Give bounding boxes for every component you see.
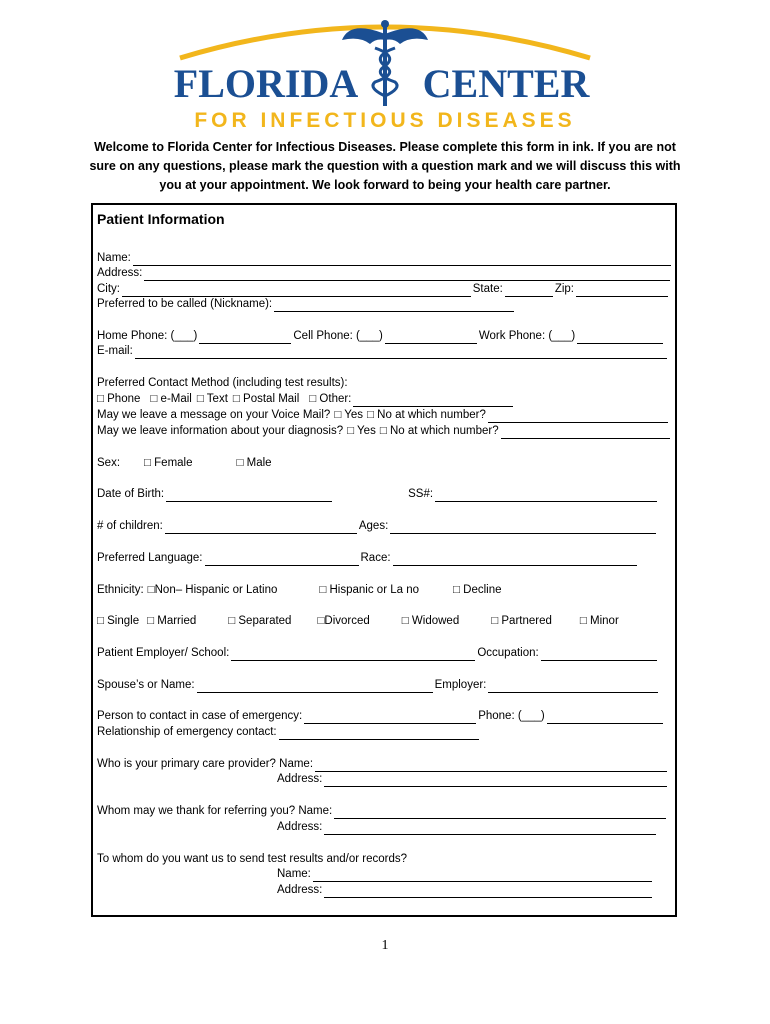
work-phone-label: Work Phone: (___) [478,330,576,342]
other-field[interactable] [353,395,513,407]
name-label: Name: [97,252,131,264]
spouse-field[interactable] [197,681,433,693]
records-label: To whom do you want us to send test results and/or records? [97,853,408,865]
logo-word-center: CENTER [422,61,590,106]
voicemail-no-checkbox[interactable]: □ No at which number? [367,409,486,421]
cell-phone-label: Cell Phone: (___) [293,330,383,342]
address-label: Address: [97,267,143,279]
dob-row [97,486,659,502]
ethnicity-label: Ethnicity: [97,584,144,596]
state-label: State: [472,283,503,295]
text-checkbox[interactable]: □ Text [196,393,228,405]
diagnosis-yes-checkbox[interactable]: □ Yes [347,425,376,437]
sex-label: Sex: [97,457,121,469]
pcp-address-label: Address: [277,773,323,785]
partnered-checkbox[interactable]: □ Partnered [491,615,552,627]
records-name-label: Name: [277,868,311,880]
dob-field[interactable] [166,490,332,502]
referrer-label: Whom may we thank for referring you? Name: [97,805,333,817]
race-field[interactable] [393,554,637,566]
ages-label: Ages: [358,520,389,532]
female-checkbox[interactable]: □ Female [144,457,193,469]
dob-label: Date of Birth: [97,488,165,500]
section-title: Patient Information [97,211,225,227]
records-address-label: Address: [277,884,323,896]
married-checkbox[interactable]: □ Married [147,615,197,627]
diagnosis-no-checkbox[interactable]: □ No at which number? [379,425,499,437]
logo-word-florida: FLORIDA [173,61,359,106]
decline-checkbox[interactable]: □ Decline [453,584,502,596]
phones-row [97,328,665,344]
voicemail-question: May we leave a message on your Voice Mail? [97,409,331,421]
pcp-address-row [277,771,669,787]
voicemail-row [97,407,670,423]
phone-checkbox[interactable]: □ Phone [97,393,141,405]
non-hispanic-checkbox[interactable]: □Non– Hispanic or Latino [147,584,278,596]
pcp-label: Who is your primary care provider? Name: [97,758,314,770]
ss-label: SS#: [408,488,434,500]
postal-mail-checkbox[interactable]: □ Postal Mail [232,393,300,405]
name-row [97,250,673,266]
referrer-address-label: Address: [277,821,323,833]
voicemail-number-field[interactable] [488,411,668,423]
children-field[interactable] [165,522,357,534]
records-address-row [277,882,654,898]
employer-school-row [97,645,659,661]
referrer-name-field[interactable] [334,807,666,819]
referrer-address-field[interactable] [324,823,656,835]
email-row [97,343,669,359]
occupation-label: Occupation: [477,647,539,659]
nickname-label: Preferred to be called (Nickname): [97,298,273,310]
emergency-relationship-label: Relationship of emergency contact: [97,726,277,738]
pcp-address-field[interactable] [324,775,667,787]
address-field[interactable] [144,269,670,281]
logo-subtitle: FOR INFECTIOUS DISEASES [194,109,576,132]
emergency-relationship-field[interactable] [279,728,479,740]
city-label: City: [97,283,120,295]
race-label: Race: [360,552,391,564]
children-row [97,518,658,534]
ethnicity-row [97,582,502,598]
zip-label: Zip: [554,283,574,295]
language-field[interactable] [205,554,359,566]
contact-method-label: Preferred Contact Method (including test results): [97,377,348,389]
email-field[interactable] [135,347,667,359]
zip-field[interactable] [576,285,668,297]
divorced-checkbox[interactable]: □Divorced [317,615,370,627]
diagnosis-question: May we leave information about your diagnosis? [97,425,344,437]
occupation-field[interactable] [541,649,657,661]
diagnosis-number-field[interactable] [501,427,670,439]
nickname-row [97,296,516,312]
address-row [97,265,672,281]
employer-field[interactable] [488,681,658,693]
records-name-field[interactable] [313,870,652,882]
contact-options-row [97,391,515,407]
records-address-field[interactable] [324,886,652,898]
contact-method-row [97,375,348,391]
intro-paragraph: Welcome to Florida Center for Infectious Diseases. Please complete this form in ink. If you are not sure on any questions, please mark the question with a question mark and we will discuss this with you at your appointment. We look forward to being your health care partner. [89,140,681,192]
city-row [97,281,670,297]
page-number: 1 [381,938,389,953]
referrer-row [97,803,668,819]
florida-center-logo [170,14,600,136]
nickname-field[interactable] [274,300,514,312]
diagnosis-row [97,423,672,439]
widowed-checkbox[interactable]: □ Widowed [401,615,460,627]
other-checkbox[interactable]: □ Other: [309,393,352,405]
home-phone-label: Home Phone: (___) [97,330,198,342]
referrer-address-row [277,819,658,835]
employer-school-label: Patient Employer/ School: [97,647,230,659]
children-label: # of children: [97,520,163,532]
separated-checkbox[interactable]: □ Separated [228,615,292,627]
sex-row [97,455,272,471]
email-checkbox[interactable]: □ e-Mail [150,393,192,405]
employer-label: Employer: [434,679,487,691]
pcp-row [97,756,669,772]
ages-field[interactable] [390,522,656,534]
employer-school-field[interactable] [231,649,475,661]
emergency-contact-field[interactable] [304,712,476,724]
language-row [97,550,639,566]
male-checkbox[interactable]: □ Male [236,457,272,469]
emergency-contact-row [97,708,665,724]
emergency-relationship-row [97,724,481,740]
spouse-row [97,677,660,693]
emergency-phone-field[interactable] [547,712,663,724]
records-name-row [277,866,654,882]
voicemail-yes-checkbox[interactable]: □ Yes [334,409,364,421]
single-checkbox[interactable]: □ Single [97,615,140,627]
language-label: Preferred Language: [97,552,203,564]
email-label: E-mail: [97,345,133,357]
ss-field[interactable] [435,490,657,502]
marital-status-row [97,613,619,629]
emergency-phone-label: Phone: (___) [478,710,545,722]
hispanic-checkbox[interactable]: □ Hispanic or La no [319,584,419,596]
records-row [97,851,407,867]
emergency-contact-label: Person to contact in case of emergency: [97,710,303,722]
logo-graphic [170,14,600,136]
minor-checkbox[interactable]: □ Minor [579,615,619,627]
spouse-label: Spouse’s or Name: [97,679,195,691]
